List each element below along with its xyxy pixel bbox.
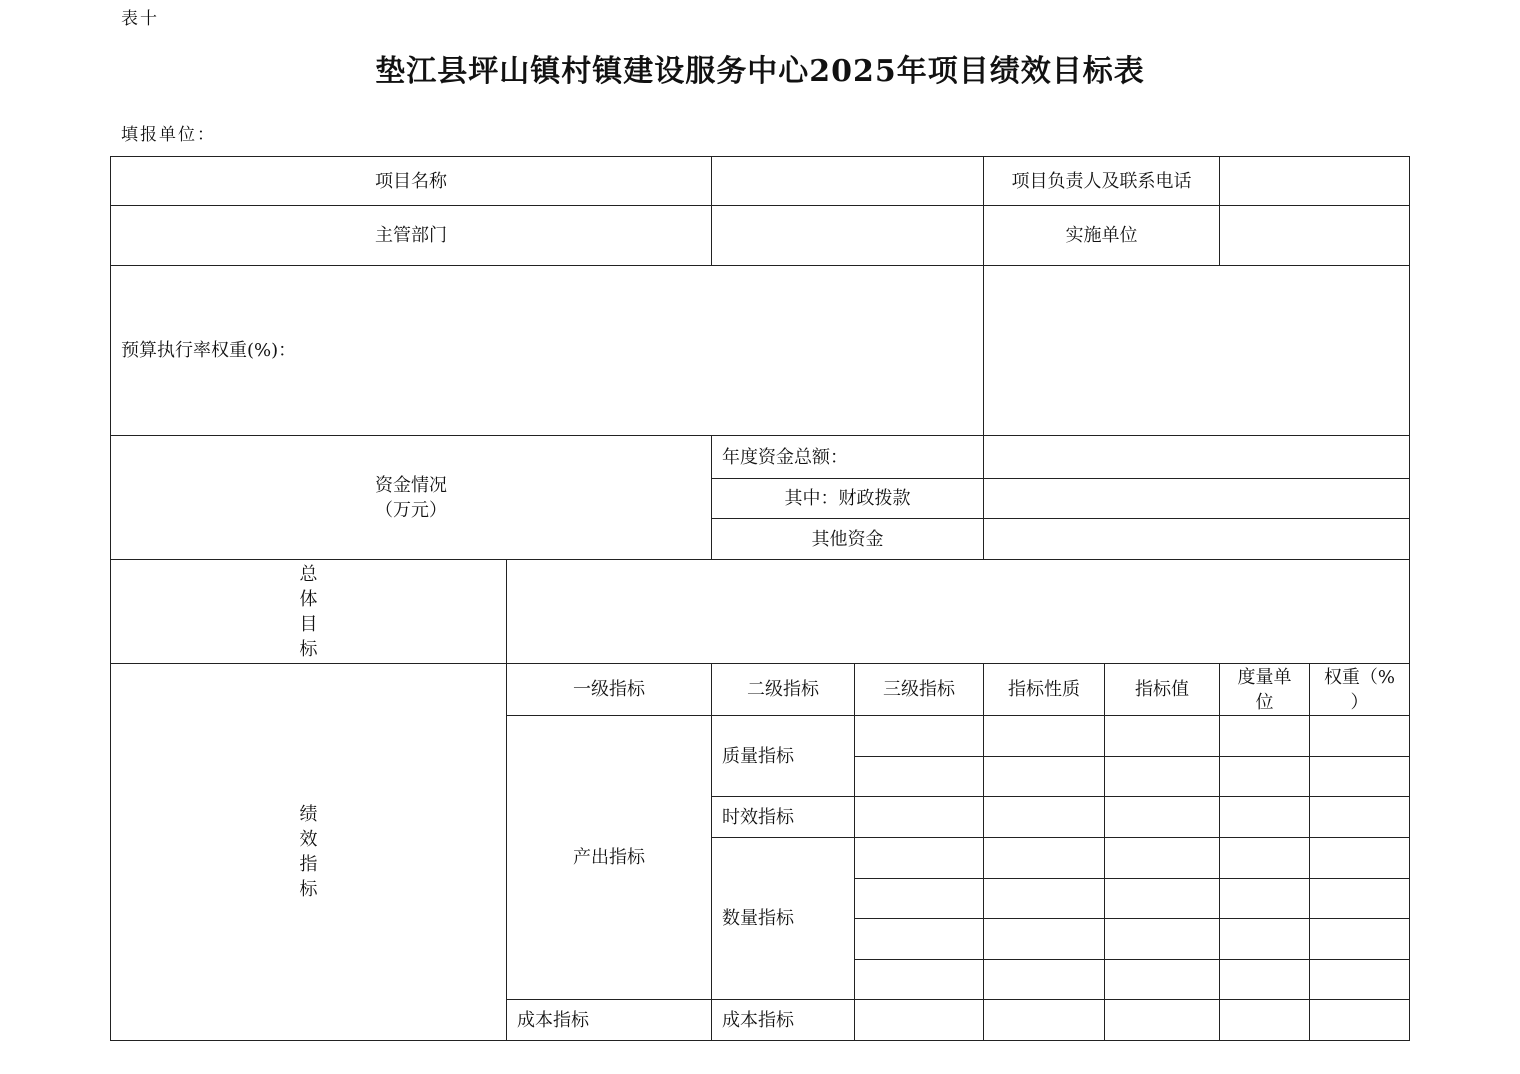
cell[interactable]: [1220, 879, 1310, 919]
cell[interactable]: [1220, 960, 1310, 1000]
fiscal-funds-value[interactable]: [984, 479, 1410, 519]
output-indicator-label: 产出指标: [507, 716, 712, 1000]
cell[interactable]: [1310, 879, 1410, 919]
cell[interactable]: [1220, 838, 1310, 879]
cell[interactable]: [1105, 797, 1220, 838]
header-value: 指标值: [1105, 664, 1220, 716]
project-leader-label: 项目负责人及联系电话: [984, 157, 1220, 206]
row-supervising-dept: [111, 206, 1410, 266]
overall-goal-value[interactable]: [507, 560, 1410, 664]
header-level1: 一级指标: [507, 664, 712, 716]
page-title: 垫江县坪山镇村镇建设服务中心2025年项目绩效目标表: [375, 54, 1145, 89]
row-project-name: [111, 157, 1410, 206]
cell[interactable]: [1105, 919, 1220, 960]
header-unit: 度量单 位: [1220, 664, 1310, 716]
cell[interactable]: [984, 919, 1105, 960]
cell[interactable]: [1310, 1000, 1410, 1041]
implementing-unit-value[interactable]: [1220, 206, 1410, 266]
performance-indicators-label: 绩 效 指 标: [111, 664, 507, 1041]
other-funds-value[interactable]: [984, 519, 1410, 560]
budget-rate-value[interactable]: [984, 266, 1410, 436]
cell[interactable]: [855, 716, 984, 757]
row-indicator-headers: [111, 664, 1410, 716]
cell[interactable]: [1220, 797, 1310, 838]
cell[interactable]: [1310, 919, 1410, 960]
cost-indicator-level2-label: 成本指标: [712, 1000, 855, 1041]
row-annual-total: [111, 436, 1410, 479]
funds-label-line1: 资金情况: [375, 474, 447, 496]
cell[interactable]: [1310, 716, 1410, 757]
project-name-value[interactable]: [712, 157, 984, 206]
table-number-label: 表十: [121, 9, 159, 29]
cell[interactable]: [855, 757, 984, 797]
row-overall-goal: [111, 560, 1410, 664]
header-level3: 三级指标: [855, 664, 984, 716]
row-budget-rate: [111, 266, 1410, 436]
cell[interactable]: [1310, 960, 1410, 1000]
funds-label: [111, 436, 712, 560]
cell[interactable]: [855, 879, 984, 919]
cell[interactable]: [855, 960, 984, 1000]
cell[interactable]: [984, 757, 1105, 797]
cost-indicator-level1-label: 成本指标: [507, 1000, 712, 1041]
cell[interactable]: [984, 879, 1105, 919]
project-leader-value[interactable]: [1220, 157, 1410, 206]
cell[interactable]: [1220, 757, 1310, 797]
cell[interactable]: [1310, 797, 1410, 838]
fiscal-funds-label: 其中：财政拨款: [712, 479, 984, 519]
cell[interactable]: [1105, 960, 1220, 1000]
supervising-dept-value[interactable]: [712, 206, 984, 266]
supervising-dept-label: 主管部门: [111, 206, 712, 266]
cell[interactable]: [1105, 757, 1220, 797]
cell[interactable]: [1105, 838, 1220, 879]
cell[interactable]: [1220, 1000, 1310, 1041]
other-funds-label: 其他资金: [712, 519, 984, 560]
cell[interactable]: [1220, 716, 1310, 757]
cell[interactable]: [1105, 716, 1220, 757]
cell[interactable]: [1105, 879, 1220, 919]
annual-total-value[interactable]: [984, 436, 1410, 479]
cell[interactable]: [984, 838, 1105, 879]
filler-unit-label: 填报单位：: [121, 125, 216, 145]
cell[interactable]: [855, 797, 984, 838]
cell[interactable]: [1105, 1000, 1220, 1041]
timeliness-indicator-label: 时效指标: [712, 797, 855, 838]
cell[interactable]: [1310, 757, 1410, 797]
funds-label-line2: （万元）: [375, 499, 447, 521]
cell[interactable]: [855, 1000, 984, 1041]
cell[interactable]: [984, 797, 1105, 838]
cell[interactable]: [984, 960, 1105, 1000]
implementing-unit-label: 实施单位: [984, 206, 1220, 266]
quality-indicator-label: 质量指标: [712, 716, 855, 797]
budget-rate-label: 预算执行率权重(%)：: [111, 266, 984, 436]
performance-target-table: [110, 156, 1410, 1041]
header-weight: 权重（% ）: [1310, 664, 1410, 716]
quantity-indicator-label: 数量指标: [712, 838, 855, 1000]
project-name-label: 项目名称: [111, 157, 712, 206]
header-nature: 指标性质: [984, 664, 1105, 716]
cell[interactable]: [984, 716, 1105, 757]
cell[interactable]: [984, 1000, 1105, 1041]
cell[interactable]: [855, 838, 984, 879]
overall-goal-label: 总 体 目 标: [111, 560, 507, 664]
cell[interactable]: [1220, 919, 1310, 960]
annual-total-label: 年度资金总额：: [712, 436, 984, 479]
header-level2: 二级指标: [712, 664, 855, 716]
cell[interactable]: [1310, 838, 1410, 879]
cell[interactable]: [855, 919, 984, 960]
